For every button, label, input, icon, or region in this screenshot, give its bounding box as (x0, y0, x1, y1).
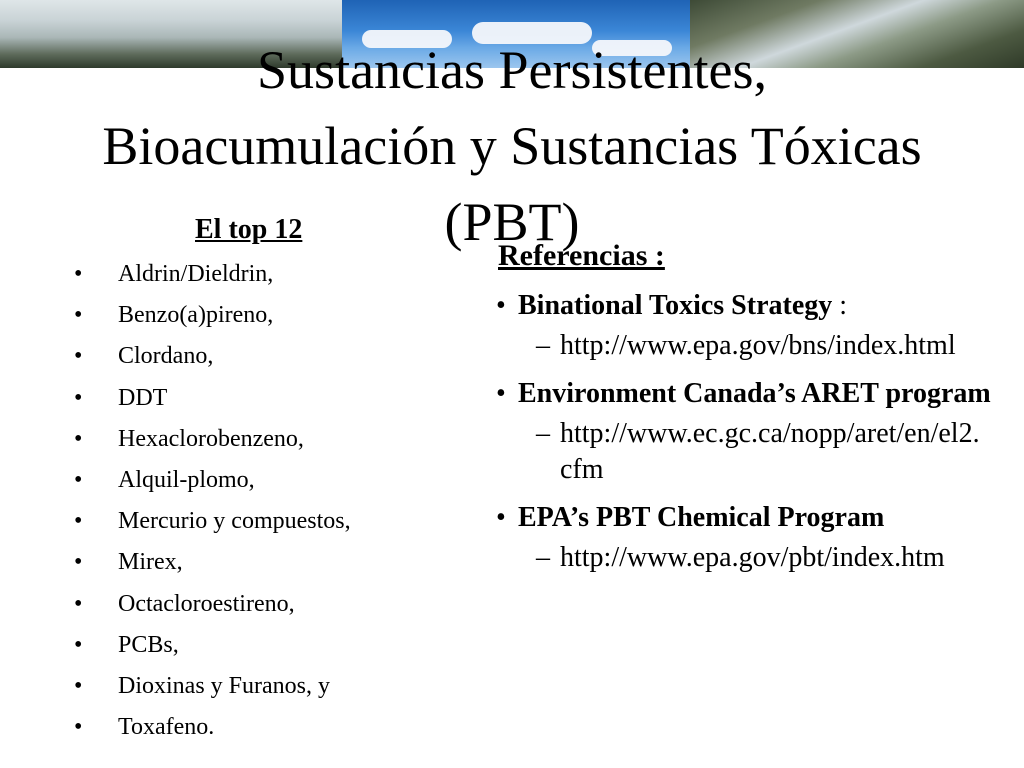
reference-title: Binational Toxics Strategy (518, 290, 833, 321)
reference-url-link[interactable]: http://www.epa.gov/pbt/index.htm (560, 542, 945, 573)
reference-item: • Environment Canada’s ARET program (496, 378, 991, 409)
reference-item: • Binational Toxics Strategy : (496, 290, 848, 321)
list-item: • Benzo(a)pireno, (74, 302, 274, 329)
list-item: • Octacloroestireno, (74, 590, 295, 617)
list-item: • Mirex, (74, 549, 183, 576)
list-item: • Hexaclorobenzeno, (74, 425, 304, 452)
references-heading: Referencias : (498, 239, 665, 272)
top12-column (74, 210, 474, 748)
reference-link-row: – http://www.epa.gov/pbt/index.htm (536, 540, 996, 576)
reference-title: Environment Canada’s ARET program (518, 378, 991, 409)
list-item: • Clordano, (74, 343, 214, 370)
reference-link-row: – http://www.ec.gc.ca/nopp/aret/en/el2.cfm (536, 416, 996, 488)
list-item: • Aldrin/Dieldrin, (74, 261, 274, 287)
references-column (496, 236, 996, 576)
list-item: • Dioxinas y Furanos, y (74, 673, 330, 700)
list-item: • DDT (74, 384, 168, 411)
list-item: • PCBs, (74, 631, 179, 658)
slide-title: Sustancias Persistentes, Bioacumulación y Sustancias Tóxicas (PBT) (102, 40, 922, 252)
list-item: • Alquil-plomo, (74, 467, 255, 494)
reference-item: • EPA’s PBT Chemical Program (496, 502, 885, 533)
list-item: • Toxafeno. (74, 714, 215, 741)
top12-list (74, 254, 474, 748)
reference-url-link[interactable]: http://www.epa.gov/bns/index.html (560, 330, 956, 361)
reference-url-link[interactable]: http://www.ec.gc.ca/nopp/aret/en/el2.cfm (560, 418, 980, 485)
list-item: • Mercurio y compuestos, (74, 508, 351, 535)
reference-title: EPA’s PBT Chemical Program (518, 502, 885, 533)
reference-link-row: – http://www.epa.gov/bns/index.html (536, 328, 996, 364)
top12-heading: El top 12 (195, 214, 303, 245)
